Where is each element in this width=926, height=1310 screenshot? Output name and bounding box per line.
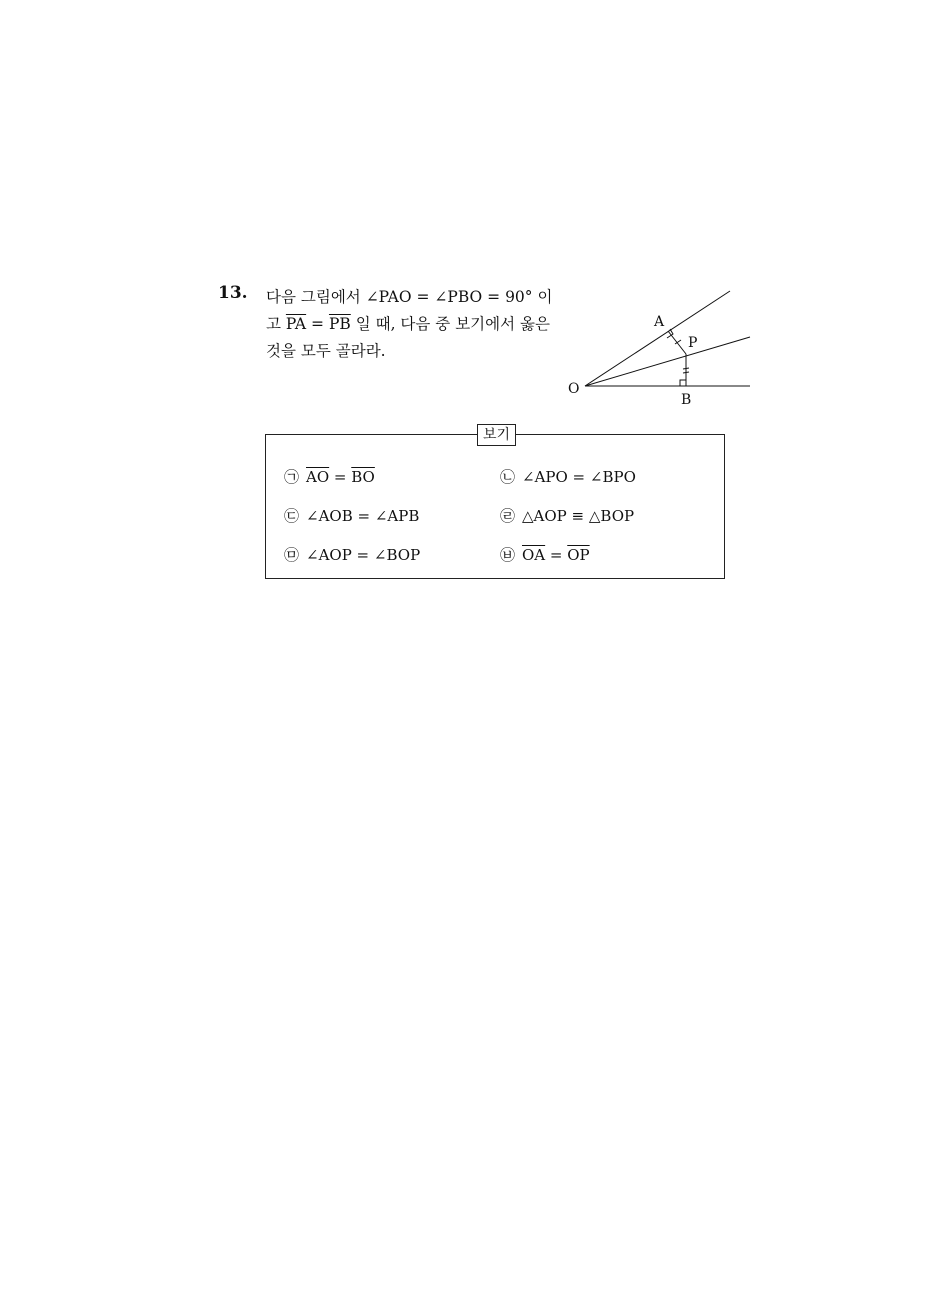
question-number: 13. xyxy=(218,283,248,303)
choice-4 xyxy=(500,506,634,526)
label-p: P xyxy=(688,335,698,351)
question-line-2 xyxy=(266,311,556,338)
right-angle-mark-b xyxy=(680,380,686,386)
choice-2 xyxy=(500,467,636,487)
choice-1 xyxy=(284,467,375,487)
question-line-3: 것을 모두 골라라. xyxy=(266,342,386,360)
angle-bisector-figure xyxy=(560,283,760,413)
choice-3-text: ∠AOB = ∠APB xyxy=(306,507,420,525)
question-line-2-pre: 고 xyxy=(266,315,286,333)
question-line-2-post: 일 때, 다음 중 보기에서 옳은 xyxy=(350,315,550,333)
choice-6 xyxy=(500,545,590,565)
question-line-1: 다음 그림에서 ∠PAO = ∠PBO = 90° 이 xyxy=(266,288,553,306)
label-b: B xyxy=(681,392,692,408)
segment-op: $\overline{OP}$ xyxy=(567,546,590,564)
choice-4-marker: ㉣ xyxy=(500,507,516,525)
options-box-title: 보기 xyxy=(477,424,516,446)
choice-5-text: ∠AOP = ∠BOP xyxy=(306,546,421,564)
segment-bo: $\overline{BO}$ xyxy=(351,468,375,486)
ray-op xyxy=(585,337,750,386)
tick-mark-pb-2 xyxy=(683,372,689,373)
equals-sign: = xyxy=(306,315,329,333)
choice-6-marker: ㉥ xyxy=(500,546,516,564)
options-box xyxy=(265,427,725,579)
choice-2-text: ∠APO = ∠BPO xyxy=(522,468,636,486)
segment-oa: $\overline{OA}$ xyxy=(522,546,546,564)
segment-pa: $\overline{PA}$ xyxy=(285,315,307,333)
label-a: A xyxy=(654,314,665,330)
choice-1-equals: = xyxy=(329,468,352,486)
segment-pb: $\overline{PB}$ xyxy=(328,315,351,333)
choice-1-marker: ㉠ xyxy=(284,468,300,486)
tick-mark-pb-1 xyxy=(683,368,689,369)
choice-3-marker: ㉢ xyxy=(284,507,300,525)
question-text xyxy=(266,284,556,365)
choice-2-marker: ㉡ xyxy=(500,468,516,486)
choice-5 xyxy=(284,545,420,565)
segment-ao: $\overline{AO}$ xyxy=(306,468,330,486)
choice-6-equals: = xyxy=(545,546,568,564)
choice-5-marker: ㉤ xyxy=(284,546,300,564)
label-o: O xyxy=(568,381,580,397)
ray-oa xyxy=(585,291,730,386)
choice-4-text: △AOP ≡ △BOP xyxy=(522,507,635,525)
choice-3 xyxy=(284,506,419,526)
